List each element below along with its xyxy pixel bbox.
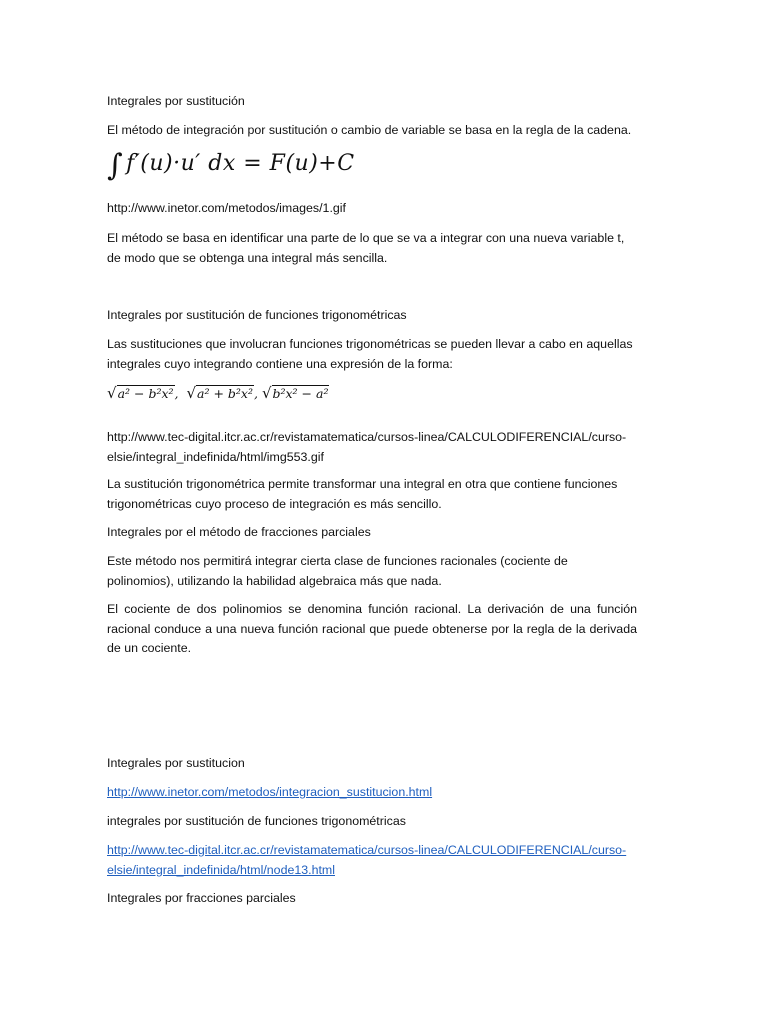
radicand-2: a² + b²x² — [197, 386, 253, 401]
heading-trigonometricas: Integrales por sustitución de funciones trigonométricas — [107, 308, 407, 322]
reference-link-trigonometricas[interactable]: http://www.tec-digital.itcr.ac.cr/revistamatematica/cursos-linea/CALCULODIFERENCIAL/curso-elsie/integral_indefinida/html/node13.html — [107, 843, 627, 877]
paragraph-metodo-sustitucion: El método de integración por sustitución o cambio de variable se basa en la regla de la cadena. — [107, 123, 632, 137]
formula-sustitucion — [107, 148, 355, 183]
radicand-1: a² − b²x² — [117, 386, 174, 401]
paragraph-cociente: El cociente de dos polinomios se denomina función racional. La derivación de una función racional conduce a una nueva función racional que puede obtenerse por la regla de la derivada de un cociente. — [107, 602, 637, 655]
heading-sustitucion: Integrales por sustitución — [107, 94, 245, 108]
sqrt-icon: √ — [107, 384, 117, 402]
paragraph-fracciones: Este método nos permitirá integrar cierta clase de funciones racionales (cociente de polinomios), utilizando la habilidad algebraica más que nada. — [107, 554, 568, 588]
heading-fracciones-parciales: Integrales por el método de fracciones parciales — [107, 525, 371, 539]
radicand-3: b²x² − a² — [272, 386, 329, 401]
sqrt-icon: √ — [186, 384, 197, 402]
paragraph-metodo-base: El método se basa en identificar una parte de lo que se va a integrar con una nueva variable t, de modo que se obtenga una integral más sencilla. — [107, 231, 625, 265]
integral-sign-icon: ∫ — [107, 148, 124, 183]
reference-title-fracciones: Integrales por fracciones parciales — [107, 891, 296, 905]
url-formula-image: http://www.inetor.com/metodos/images/1.gif — [107, 201, 346, 215]
reference-title-trigonometricas: integrales por sustitución de funciones trigonométricas — [107, 814, 406, 828]
reference-title-sustitucion: Integrales por sustitucion — [107, 756, 245, 770]
paragraph-sustitucion-trig: La sustitución trigonométrica permite transformar una integral en otra que contiene funciones trigonométricas cuyo proceso de integración es más sencillo. — [107, 477, 618, 511]
sqrt-icon: √ — [261, 384, 272, 402]
url-radicales-image: http://www.tec-digital.itcr.ac.cr/revistamatematica/cursos-linea/CALCULODIFERENCIAL/curso-elsie/integral_indefinida/html/img553.gif — [107, 430, 627, 464]
paragraph-sustituciones-trig: Las sustituciones que involucran funciones trigonométricas se pueden llevar a cabo en aquellas integrales cuyo integrando contiene una expresión de la forma: — [107, 337, 633, 371]
formula-radicales: √a² − b²x², √a² + b²x², √b²x² − a² — [107, 384, 329, 402]
reference-link-sustitucion[interactable]: http://www.inetor.com/metodos/integracion_sustitucion.html — [107, 785, 433, 799]
formula-sustitucion-text: f′(u)·u′ dx = F(u)+C — [126, 151, 355, 176]
